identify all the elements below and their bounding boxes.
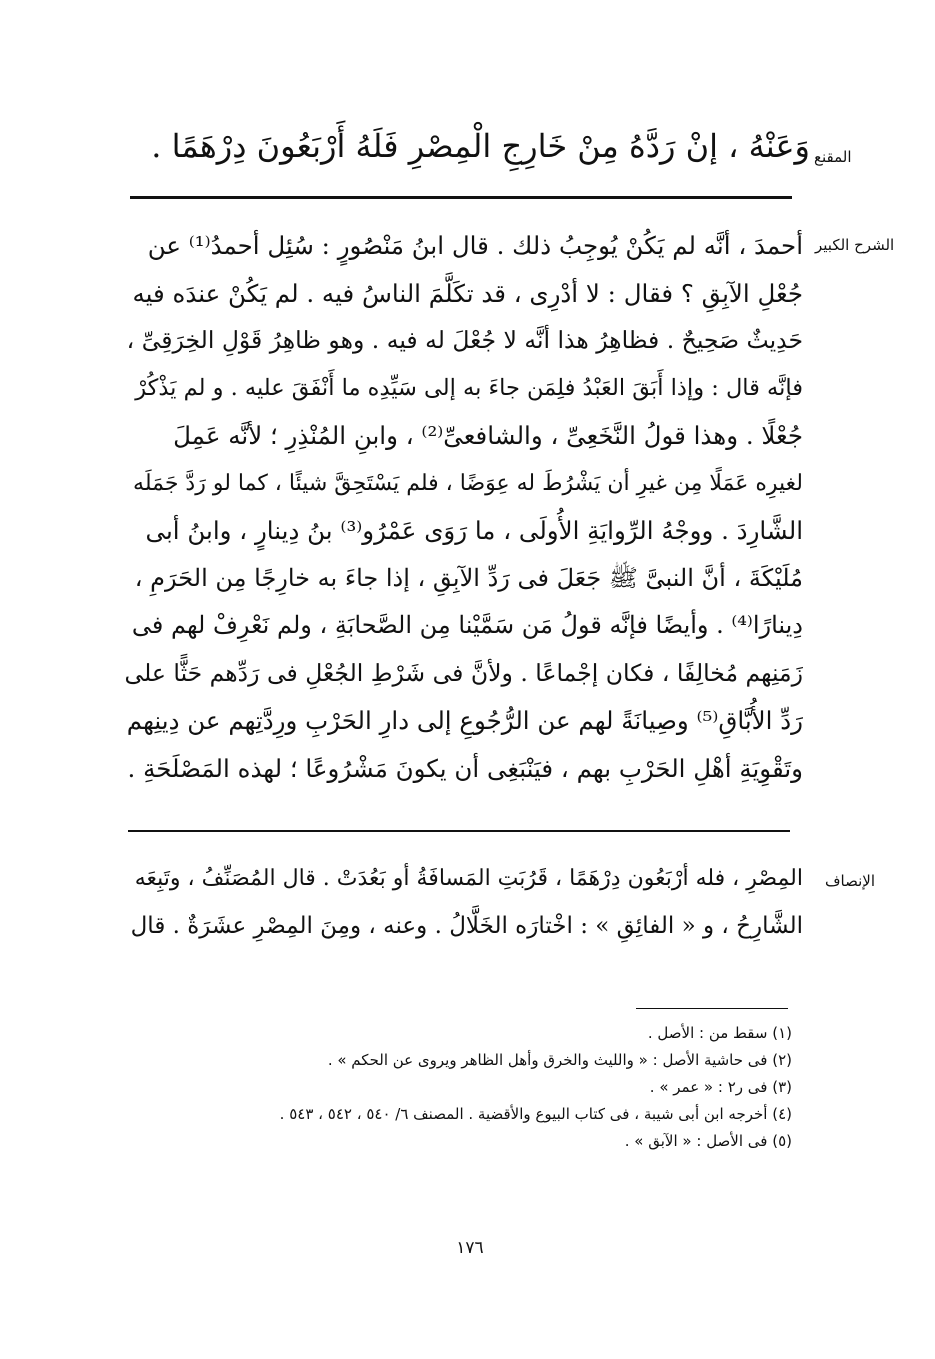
muqni-divider <box>130 196 792 199</box>
muqni-line: وَعَنْهُ ، إنْ رَدَّهُ مِنْ خَارِجِ الْمِصْرِ فَلَهُ أَرْبَعُونَ دِرْهَمًا . <box>151 127 810 165</box>
insaf-text <box>125 855 803 950</box>
footnote: (٤) أخرجه ابن أبى شيبة ، فى كتاب البيوع والأقضية . المصنف ٦/ ٥٤٠ ، ٥٤٢ ، ٥٤٣ . <box>279 1105 792 1123</box>
muqni-label: المقنع <box>814 148 852 166</box>
sharh-line: جُعْلِ الآبِقِ ؟ فقال : لا أدْرِى ، قد تكَلَّمَ الناسُ فيه . لم يَكُنْ عندَه فيه <box>132 278 803 308</box>
insaf-line: المِصْرِ ، فله أرْبَعُون دِرْهَمًا ، قَرُبَتِ المَسافَةُ أو بَعُدَتْ . قال المُصَنِّفُ ، وتَبِعَه <box>134 866 803 891</box>
sharh-line: مُلَيْكَةَ ، أنَّ النبىَّ ﷺ جَعَلَ فى رَدِّ الآبِقِ ، إذا جاءَ به خارِجًا مِن الحَرَمِ ، <box>134 563 803 592</box>
footnote: (٥) فى الأصل : « الآبق » . <box>624 1132 792 1150</box>
sharh-line: الشَّارِدَ . ووجْهُ الرِّوايَةِ الأُولَى ، ما رَوَى عَمْرُو⁽³⁾ بنُ دِينارٍ ، وابنُ أبى <box>145 516 803 545</box>
footnote: (٣) فى ر٢ : « عمر » . <box>649 1078 792 1096</box>
sharh-line: جُعْلًا . وهذا قولُ النَّخَعِىِّ ، والشافعىِّ⁽²⁾ ، وابنِ المُنْذِرِ ؛ لأنَّه عَمِلَ <box>173 421 803 450</box>
footnote: (١) سقط من : الأصل . <box>647 1024 792 1042</box>
page-number: ١٧٦ <box>456 1238 484 1258</box>
sharh-line: رَدِّ الأُبَّاقِ⁽⁵⁾ وصِيانَةً لهم عن الرُّجُوعِ إلى دارِ الحَرْبِ ورِدَّتِهم عن دِينِهم <box>126 706 803 735</box>
insaf-line: الشَّارِحُ ، و « الفائِقِ » : اخْتارَه الخَلَّالُ . وعنه ، ومِنَ المِصْرِ عشَرَةٌ . قال <box>130 912 803 939</box>
sharh-line: لغيرِه عَمَلًا مِن غيرِ أن يَشْرُطَ له عِوَضًا ، فلم يَسْتَحِقَّ شيئًا ، كما لو رَدَّ جَمَلَه <box>133 470 803 496</box>
muqni-text <box>150 118 810 174</box>
insaf-label: الإنصاف <box>825 872 876 890</box>
footnote: (٢) فى حاشية الأصل : « والليث والخرق وأهل الظاهر ويروى عن الحكم » . <box>327 1051 792 1069</box>
sharh-line: وتَقْوِيَةِ أهْلِ الحَرْبِ بهم ، فيَنْبَغِى أن يكونَ مَشْرُوعًا ؛ لهذه المَصْلَحَةِ . <box>127 753 803 783</box>
sharh-line: زَمَنِهم مُخالِفًا ، فكان إجْماعًا . ولأنَّ فى شَرْطِ الجُعْلِ فى رَدِّهم حَثًّا على <box>125 658 803 687</box>
footnotes <box>200 1020 792 1155</box>
sharh-line: أحمدَ ، أنَّه لم يَكُنْ يُوجِبُ ذلك . قال ابنُ مَنْصُورٍ : سُئِل أحمدُ⁽¹⁾ عن <box>147 231 803 260</box>
sharh-text <box>125 222 803 792</box>
sharh-line: دِينارًا⁽⁴⁾ . وأيضًا فإنَّه قولُ مَن سَمَّيْنا مِن الصَّحابَةِ ، ولم نَعْرِفْ لهم فى <box>131 611 803 639</box>
sharh-divider <box>128 830 790 832</box>
sharh-line: حَدِيثٌ صَحِيحٌ . فظاهِرُ هذا أنَّه لا جُعْلَ له فيه . وهو ظاهِرُ قَوْلِ الخِرَقِىِّ ، <box>126 326 803 354</box>
footnote-divider <box>636 1008 788 1009</box>
sharh-line: فإنَّه قال : وإذا أَبَقَ العَبْدُ فلِمَن جاءَ به إلى سَيِّدِه ما أَنْفَقَ عليه . و لم يَذْكُرْ <box>135 374 803 401</box>
sharh-label: الشرح الكبير <box>815 236 895 254</box>
